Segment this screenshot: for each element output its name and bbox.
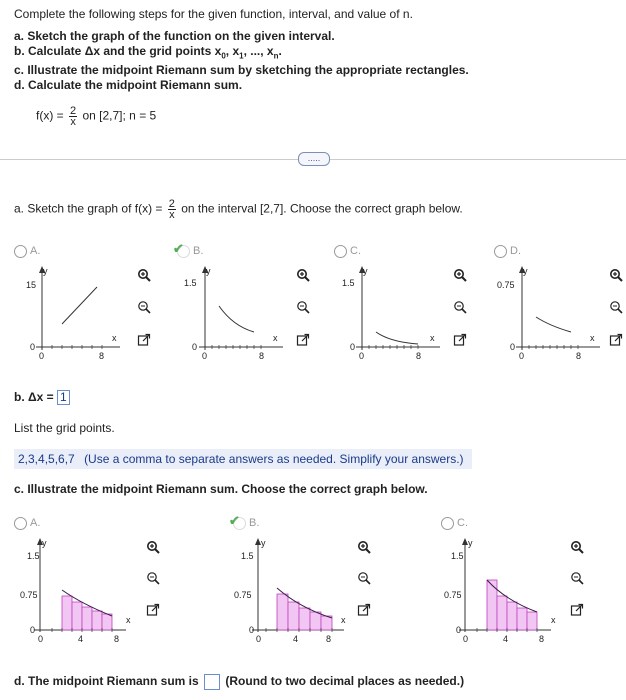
- step-b-text: b. Calculate Δx and the grid points $x_0$, $x_1$, ..., $x_n$.: [14, 44, 282, 61]
- c-graph-c-y0: 0: [456, 625, 462, 635]
- graph-c-xlabel: x: [430, 333, 435, 343]
- step-c-text: c. Illustrate the midpoint Riemann sum by sketching the appropriate rectangles.: [14, 63, 469, 77]
- function-definition: f(x) = $\frac{2}{x}$ on [2,7]; n = 5: [36, 105, 157, 128]
- c-option-a-radio[interactable]: [14, 517, 27, 530]
- zoom-out-icon[interactable]: [357, 571, 371, 585]
- zoom-in-icon[interactable]: [357, 540, 371, 554]
- option-b-label[interactable]: B.: [193, 245, 204, 257]
- graph-b-x8: 8: [259, 351, 265, 361]
- part-d-prompt: d. The midpoint Riemann sum is: [14, 674, 199, 689]
- graph-c-decay: [342, 262, 442, 372]
- graph-d-x8: 8: [576, 351, 582, 361]
- graph-d-y0: 0: [510, 342, 516, 352]
- c-graph-b-ytop: 1.5: [241, 551, 254, 561]
- c-graph-c-x8: 8: [539, 634, 545, 644]
- step-a-text: a. Sketch the graph of the function on the given interval.: [14, 29, 335, 43]
- open-new-window-icon[interactable]: [146, 603, 160, 617]
- zoom-in-icon[interactable]: [296, 268, 310, 282]
- zoom-out-icon[interactable]: [146, 571, 160, 585]
- c-graph-a-ylabel: y: [42, 538, 47, 548]
- graph-a-linear: [22, 262, 122, 372]
- open-new-window-icon[interactable]: [570, 603, 584, 617]
- graph-a-ytop: 15: [26, 280, 37, 290]
- option-b-radio[interactable]: [177, 245, 190, 258]
- option-c-radio[interactable]: [334, 245, 347, 258]
- step-d-text: d. Calculate the midpoint Riemann sum.: [14, 78, 243, 92]
- zoom-out-icon[interactable]: [296, 300, 310, 314]
- riemann-sum-input[interactable]: [204, 674, 220, 690]
- graph-d-reciprocal-small: [502, 262, 602, 372]
- graph-d-xlabel: x: [590, 333, 595, 343]
- dx-answer-box[interactable]: 1: [57, 390, 70, 405]
- part-d-line: [14, 674, 464, 690]
- c-option-b-radio[interactable]: [233, 517, 246, 530]
- c-graph-c-ylabel: y: [468, 538, 473, 548]
- option-a-radio[interactable]: [14, 245, 27, 258]
- option-c-label[interactable]: C.: [350, 245, 361, 257]
- c-graph-a-x8: 8: [114, 634, 120, 644]
- c-graph-b-y0: 0: [249, 625, 255, 635]
- c-graph-b-ylabel: y: [261, 538, 266, 548]
- c-graph-a-xlabel: x: [126, 615, 131, 625]
- grid-points-value[interactable]: 2,3,4,5,6,7: [18, 452, 75, 466]
- grid-points-answer: [18, 452, 464, 466]
- graph-c-ylabel: y: [363, 266, 368, 276]
- part-a-prompt: a. Sketch the graph of f(x) = $\frac{2}{x}$ on the interval [2,7]. Choose the correct graph below.: [14, 198, 463, 221]
- c-graph-a-ytop: 1.5: [27, 551, 40, 561]
- option-d-label[interactable]: D.: [510, 245, 521, 257]
- c-option-a-label[interactable]: A.: [30, 517, 41, 529]
- graph-d-ylabel: y: [523, 266, 528, 276]
- graph-c-x8: 8: [416, 351, 422, 361]
- c-graph-b-riemann: [240, 534, 350, 644]
- graph-d-x0: 0: [519, 351, 525, 361]
- c-graph-c-x4: 4: [503, 634, 509, 644]
- graph-a-xlabel: x: [112, 333, 117, 343]
- grid-points-hint: (Use a comma to separate answers as needed. Simplify your answers.): [84, 452, 464, 466]
- intro-text: Complete the following steps for the given function, interval, and value of n.: [14, 7, 413, 21]
- c-graph-c-x0: 0: [463, 634, 469, 644]
- c-graph-b-xlabel: x: [341, 615, 346, 625]
- open-new-window-icon[interactable]: [296, 333, 310, 347]
- c-graph-b-x4: 4: [293, 634, 299, 644]
- zoom-in-icon[interactable]: [453, 268, 467, 282]
- graph-a-x0: 0: [39, 351, 45, 361]
- option-b-checkmark-icon: ✔: [173, 241, 184, 256]
- c-graph-a-y0: 0: [30, 625, 36, 635]
- option-d-radio[interactable]: [494, 245, 507, 258]
- graph-b-ylabel: y: [206, 266, 211, 276]
- c-graph-b-x8: 8: [326, 634, 332, 644]
- graph-d-ytop: 0.75: [497, 280, 515, 290]
- c-option-b-checkmark-icon: ✔: [229, 513, 240, 528]
- zoom-in-icon[interactable]: [137, 268, 151, 282]
- expand-more-button[interactable]: .....: [298, 152, 330, 166]
- graph-b-ytop: 1.5: [184, 278, 197, 288]
- c-graph-a-x4: 4: [78, 634, 84, 644]
- graph-a-ylabel: y: [43, 266, 48, 276]
- c-graph-a-ymid: 0.75: [20, 590, 38, 600]
- part-d-hint: (Round to two decimal places as needed.): [225, 674, 465, 689]
- graph-a-x8: 8: [99, 351, 105, 361]
- zoom-in-icon[interactable]: [146, 540, 160, 554]
- zoom-in-icon[interactable]: [609, 268, 623, 282]
- open-new-window-icon[interactable]: [453, 333, 467, 347]
- open-new-window-icon[interactable]: [137, 333, 151, 347]
- graph-b-x0: 0: [202, 351, 208, 361]
- part-b-dx: b. Δx = 1: [14, 390, 70, 405]
- graph-a-y0: 0: [30, 342, 36, 352]
- c-option-c-radio[interactable]: [441, 517, 454, 530]
- zoom-out-icon[interactable]: [570, 571, 584, 585]
- graph-b-reciprocal: [185, 262, 285, 372]
- zoom-out-icon[interactable]: [453, 300, 467, 314]
- open-new-window-icon[interactable]: [357, 603, 371, 617]
- zoom-out-icon[interactable]: [609, 300, 623, 314]
- c-option-c-label[interactable]: C.: [457, 517, 468, 529]
- graph-c-y0: 0: [350, 342, 356, 352]
- c-graph-b-ymid: 0.75: [234, 590, 252, 600]
- option-a-label[interactable]: A.: [30, 245, 41, 257]
- graph-b-y0: 0: [192, 342, 198, 352]
- c-graph-c-xlabel: x: [551, 615, 556, 625]
- graph-b-xlabel: x: [273, 333, 278, 343]
- grid-points-prompt: List the grid points.: [14, 421, 115, 435]
- open-new-window-icon[interactable]: [609, 333, 623, 347]
- graph-c-ytop: 1.5: [342, 278, 355, 288]
- c-graph-c-ymid: 0.75: [444, 590, 462, 600]
- part-c-prompt: c. Illustrate the midpoint Riemann sum. Choose the correct graph below.: [14, 482, 428, 496]
- c-option-b-label[interactable]: B.: [249, 517, 260, 529]
- zoom-in-icon[interactable]: [570, 540, 584, 554]
- c-graph-b-x0: 0: [256, 634, 262, 644]
- graph-c-x0: 0: [359, 351, 365, 361]
- zoom-out-icon[interactable]: [137, 300, 151, 314]
- c-graph-c-ytop: 1.5: [451, 551, 464, 561]
- c-graph-a-x0: 0: [38, 634, 44, 644]
